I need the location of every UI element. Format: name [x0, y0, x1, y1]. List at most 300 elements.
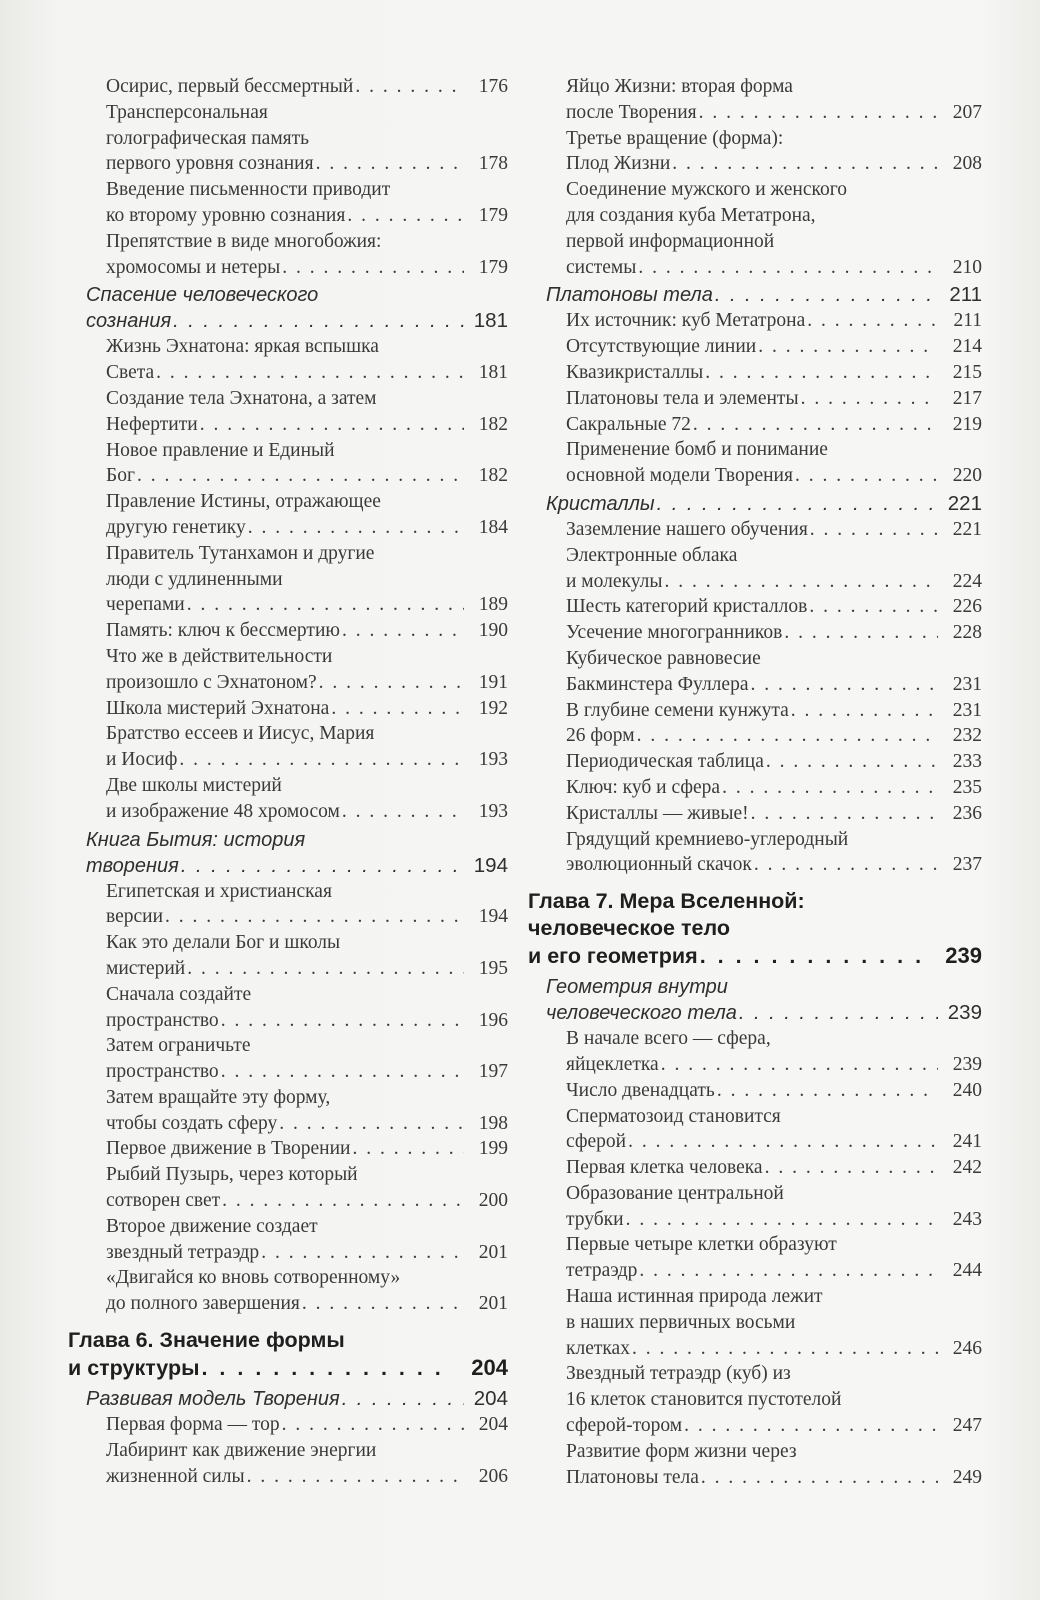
page-number: 206 — [478, 1465, 508, 1487]
dot-leader — [657, 491, 938, 517]
dot-leader — [187, 592, 464, 618]
toc-entry-title-line: хромосомы и нетеры — [106, 256, 281, 278]
toc-entry-last-line — [106, 1059, 508, 1085]
toc-entry-title-line: Ключ: куб и сфера — [566, 776, 721, 798]
toc-column-left — [68, 74, 508, 1489]
page-number: 194 — [478, 906, 508, 928]
toc-entry — [528, 543, 982, 595]
toc-entry-title-line: Создание тела Эхнатона, а затем — [106, 387, 377, 409]
toc-entry — [528, 801, 982, 827]
toc-entry-last-line — [106, 1291, 508, 1317]
toc-entry — [528, 1439, 982, 1491]
page-number: 182 — [478, 413, 508, 435]
dot-leader — [248, 515, 464, 541]
page-number: 199 — [478, 1138, 508, 1160]
page-number: 189 — [478, 594, 508, 616]
page-number: 178 — [478, 153, 508, 175]
page-number: 197 — [478, 1061, 508, 1083]
toc-entry — [528, 1026, 982, 1078]
toc-entry-title-line: Наша истинная природа лежит — [566, 1286, 823, 1308]
toc-entry-title-line: Света — [106, 362, 155, 384]
toc-entry-last-line — [106, 904, 508, 930]
toc-entry-title-line: пространство — [106, 1009, 219, 1031]
toc-entry — [68, 489, 508, 541]
page-number: 221 — [952, 518, 982, 540]
page-number: 226 — [952, 596, 982, 618]
page-number: 204 — [473, 1387, 508, 1411]
toc-entry — [68, 1136, 508, 1162]
dot-leader — [809, 594, 938, 620]
toc-entry-title-line: версии — [106, 906, 164, 928]
page-number: 219 — [952, 413, 982, 435]
page-number: 231 — [952, 699, 982, 721]
toc-entry-last-line — [68, 1354, 508, 1382]
toc-entry-last-line — [566, 569, 982, 595]
toc-entry — [68, 1033, 508, 1085]
toc-entry-title-line: Число двенадцать — [566, 1079, 715, 1101]
toc-entry-title-line: до полного завершения — [106, 1293, 300, 1315]
toc-entry — [68, 773, 508, 825]
toc-entry — [528, 749, 982, 775]
dot-leader — [751, 801, 938, 827]
page-number: 207 — [952, 101, 982, 123]
toc-entry — [528, 412, 982, 438]
dot-leader — [700, 943, 926, 970]
toc-entry — [68, 696, 508, 722]
toc-entry-title-line: Первая клетка человека — [566, 1157, 763, 1179]
toc-entry-last-line — [106, 255, 508, 281]
toc-entry-title-line: Бакминстера Фуллера — [566, 673, 749, 695]
toc-entry-title-line: Правитель Тутанхамон и другие — [106, 542, 375, 564]
toc-entry-title-line: Платоновы тела и элементы — [566, 387, 799, 409]
toc-entry — [528, 177, 982, 280]
toc-entry-title-line: Египетская и христианская — [106, 880, 332, 902]
toc-entry — [68, 930, 508, 982]
toc-entry-title-line: Жизнь Эхнатона: яркая вспышка — [106, 336, 379, 358]
toc-entry-last-line — [566, 1336, 982, 1362]
toc-entry-last-line — [86, 1386, 508, 1412]
section-heading — [68, 827, 508, 879]
toc-entry-last-line — [106, 360, 508, 386]
toc-entry — [68, 438, 508, 490]
dot-leader — [661, 1052, 938, 1078]
dot-leader — [201, 1355, 452, 1382]
dot-leader — [342, 618, 464, 644]
toc-entry — [528, 1078, 982, 1104]
dot-leader — [784, 620, 938, 646]
page-number: 179 — [478, 256, 508, 278]
page-number: 204 — [471, 1355, 508, 1381]
toc-entry-title-line: Грядущий кремниево-углеродный — [566, 828, 849, 850]
toc-entry-title-line: Квазикристаллы — [566, 361, 704, 383]
toc-entry-last-line — [106, 618, 508, 644]
toc-entry-title-line: Первая форма — тор — [106, 1414, 280, 1436]
toc-entry-title-line: для создания куба Метатрона, — [566, 204, 816, 226]
toc-entry-title-line: Звездный тетраэдр (куб) из — [566, 1363, 791, 1385]
dot-leader — [279, 1111, 464, 1137]
toc-entry — [528, 723, 982, 749]
toc-entry-title-line: и изображение 48 хромосом — [106, 800, 340, 822]
toc-entry-title-line: системы — [566, 256, 637, 278]
toc-entry-title-line: Братство ессеев и Иисус, Мария — [106, 723, 375, 745]
dot-leader — [187, 956, 464, 982]
toc-entry-title-line: мистерий — [106, 957, 186, 979]
toc-entry-last-line — [106, 956, 508, 982]
toc-entry — [68, 74, 508, 100]
toc-entry — [68, 334, 508, 386]
toc-entry — [68, 1265, 508, 1317]
page-number: 191 — [478, 671, 508, 693]
dot-leader — [355, 74, 464, 100]
page-number: 198 — [478, 1112, 508, 1134]
dot-leader — [181, 853, 464, 879]
dot-leader — [316, 151, 464, 177]
toc-column-right — [528, 74, 982, 1490]
toc-entry — [68, 879, 508, 931]
toc-entry-title-line: Их источник: куб Метатрона — [566, 310, 806, 332]
toc-entry-title-line: и его геометрия — [528, 944, 698, 969]
dot-leader — [221, 1059, 464, 1085]
toc-entry-last-line — [106, 515, 508, 541]
dot-leader — [221, 1008, 464, 1034]
toc-entry-last-line — [106, 1008, 508, 1034]
toc-entry-title-line: Бог — [106, 465, 135, 487]
toc-entry-last-line — [106, 1412, 508, 1438]
page-number: 204 — [478, 1414, 508, 1436]
toc-entry-title-line: Плод Жизни — [566, 153, 671, 175]
toc-entry-last-line — [566, 308, 982, 334]
page-number: 195 — [478, 957, 508, 979]
page-number: 247 — [952, 1415, 982, 1437]
toc-entry-last-line — [566, 749, 982, 775]
section-heading — [528, 974, 982, 1026]
page-number: 182 — [478, 465, 508, 487]
page-number: 233 — [952, 751, 982, 773]
toc-entry-title-line: Рыбий Пузырь, через который — [106, 1164, 358, 1186]
toc-entry — [528, 1232, 982, 1284]
toc-entry-last-line — [566, 1155, 982, 1181]
page-number: 179 — [478, 204, 508, 226]
toc-entry — [528, 620, 982, 646]
toc-entry-title-line: Затем ограничьте — [106, 1035, 251, 1057]
page-number: 232 — [952, 725, 982, 747]
toc-entry-title-line: Третье вращение (форма): — [566, 127, 784, 149]
page-number: 208 — [952, 153, 982, 175]
toc-entry-title-line: Память: ключ к бессмертию — [106, 620, 340, 642]
toc-entry — [528, 1155, 982, 1181]
toc-entry-last-line — [106, 1188, 508, 1214]
toc-entry-title-line: Яйцо Жизни: вторая форма — [566, 76, 793, 97]
toc-entry — [528, 1181, 982, 1233]
toc-entry-title-line: другую генетику — [106, 516, 246, 538]
toc-entry-title-line: Трансперсональная — [106, 101, 268, 123]
toc-entry — [528, 1104, 982, 1156]
page-number: 190 — [478, 620, 508, 642]
toc-entry — [528, 386, 982, 412]
dot-leader — [352, 1136, 464, 1162]
toc-entry-last-line — [566, 1129, 982, 1155]
dot-leader — [282, 1412, 464, 1438]
toc-entry-title-line: сферой-тором — [566, 1415, 683, 1437]
toc-entry-last-line — [106, 203, 508, 229]
page-number: 236 — [952, 802, 982, 824]
toc-entry-title-line: Платоновы тела — [546, 284, 713, 307]
toc-entry — [528, 698, 982, 724]
toc-entry-last-line — [566, 386, 982, 412]
toc-entry-title-line: и Иосиф — [106, 749, 178, 771]
toc-entry-title-line: творения — [86, 854, 179, 877]
page-number: 196 — [478, 1009, 508, 1031]
dot-leader — [693, 412, 938, 438]
toc-entry-title-line: Платоновы тела — [566, 1466, 699, 1488]
toc-entry-title-line: яйцеклетка — [566, 1053, 659, 1075]
toc-entry-last-line — [566, 672, 982, 698]
dot-leader — [754, 852, 938, 878]
toc-entry-last-line — [566, 1052, 982, 1078]
toc-entry-last-line — [86, 853, 508, 879]
section-heading — [68, 282, 508, 334]
toc-entry-title-line: сотворен свет — [106, 1190, 221, 1212]
toc-entry-title-line: Применение бомб и понимание — [566, 439, 828, 461]
page-number: 220 — [952, 465, 982, 487]
toc-entry-title-line: Глава 7. Мера Вселенной: — [528, 889, 805, 914]
dot-leader — [200, 412, 464, 438]
toc-entry-title-line: Развивая модель Творения — [86, 1388, 340, 1411]
toc-entry — [68, 721, 508, 773]
toc-entry-title-line: человеческое тело — [528, 916, 730, 941]
toc-entry-title-line: тетраэдр — [566, 1260, 638, 1282]
toc-entry — [528, 594, 982, 620]
toc-entry-title-line: звездный тетраэдр — [106, 1241, 260, 1263]
toc-entry-last-line — [546, 282, 982, 308]
toc-entry-title-line: 26 форм — [566, 725, 635, 747]
toc-entry-title-line: после Творения — [566, 101, 697, 123]
dot-leader — [758, 334, 938, 360]
chapter-heading — [528, 888, 982, 970]
dot-leader — [807, 308, 938, 334]
toc-entry-title-line: В глубине семени кунжута — [566, 699, 789, 721]
dot-leader — [810, 517, 938, 543]
dot-leader — [222, 1188, 464, 1214]
toc-entry-last-line — [106, 670, 508, 696]
toc-entry-title-line: Второе движение создает — [106, 1215, 318, 1237]
page-number: 181 — [478, 362, 508, 384]
toc-entry — [68, 1412, 508, 1438]
dot-leader — [638, 255, 938, 281]
toc-entry-title-line: Периодическая таблица — [566, 751, 764, 773]
toc-entry-title-line: Как это делали Бог и школы — [106, 932, 341, 954]
toc-entry — [68, 1085, 508, 1137]
page-number: 231 — [952, 673, 982, 695]
toc-entry-title-line: в наших первичных восьми — [566, 1311, 796, 1333]
toc-entry-title-line: Спасение человеческого — [86, 284, 319, 307]
dot-leader — [637, 723, 938, 749]
toc-entry-last-line — [106, 747, 508, 773]
toc-entry-title-line: Усечение многогранников — [566, 622, 783, 644]
dot-leader — [699, 100, 938, 126]
toc-entry — [528, 437, 982, 489]
toc-entry — [68, 1162, 508, 1214]
toc-entry-title-line: Электронные облака — [566, 544, 738, 566]
dot-leader — [342, 799, 464, 825]
page-number: 249 — [952, 1466, 982, 1488]
page-number: 210 — [952, 256, 982, 278]
page-number: 239 — [952, 1053, 982, 1075]
dot-leader — [795, 463, 938, 489]
toc-entry-last-line — [566, 723, 982, 749]
page-number: 193 — [478, 749, 508, 771]
dot-leader — [626, 1207, 938, 1233]
page-number: 242 — [952, 1157, 982, 1179]
toc-entry-last-line — [566, 517, 982, 543]
page-number: 235 — [952, 776, 982, 798]
toc-entry-last-line — [106, 74, 508, 100]
toc-entry-title-line: чтобы создать сферу — [106, 1112, 278, 1134]
dot-leader — [319, 670, 464, 696]
dot-leader — [766, 749, 938, 775]
page-number: 241 — [952, 1131, 982, 1153]
toc-entry-last-line — [566, 1258, 982, 1284]
toc-entry-title-line: Шесть категорий кристаллов — [566, 596, 808, 618]
dot-leader — [684, 1413, 938, 1439]
toc-entry-last-line — [106, 799, 508, 825]
toc-entry-last-line — [566, 1078, 982, 1104]
page-number: 237 — [952, 854, 982, 876]
toc-entry-title-line: 16 клеток становится пустотелой — [566, 1389, 842, 1411]
toc-entry — [68, 618, 508, 644]
page-number: 211 — [953, 310, 982, 332]
toc-entry-last-line — [566, 412, 982, 438]
toc-entry-last-line — [566, 151, 982, 177]
dot-leader — [342, 1386, 464, 1412]
toc-entry-last-line — [566, 360, 982, 386]
toc-entry-title-line: Первые четыре клетки образуют — [566, 1234, 837, 1256]
toc-entry-title-line: Препятствие в виде многобожия: — [106, 230, 382, 252]
dot-leader — [632, 1336, 938, 1362]
toc-entry-title-line: эволюционный скачок — [566, 854, 752, 876]
dot-leader — [701, 1465, 938, 1491]
toc-entry-last-line — [566, 594, 982, 620]
toc-entry-title-line: основной модели Творения — [566, 465, 793, 487]
page-number: 184 — [478, 516, 508, 538]
toc-entry-title-line: Что же в действительности — [106, 645, 333, 667]
dot-leader — [331, 696, 464, 722]
toc-entry-last-line — [566, 620, 982, 646]
toc-entry — [528, 775, 982, 801]
toc-entry-last-line — [106, 463, 508, 489]
toc-entry-title-line: Отсутствующие линии — [566, 336, 757, 358]
page-number: 239 — [945, 943, 982, 969]
toc-entry-title-line: Введение письменности приводит — [106, 179, 391, 201]
toc-entry-title-line: Осирис, первый бессмертный — [106, 76, 354, 97]
dot-leader — [173, 308, 464, 334]
toc-entry-last-line — [106, 151, 508, 177]
toc-entry-title-line: черепами — [106, 594, 185, 616]
toc-entry-title-line: сферой — [566, 1131, 627, 1153]
toc-entry-title-line: Сначала создайте — [106, 983, 252, 1005]
toc-entry-last-line — [106, 1111, 508, 1137]
toc-entry-title-line: голографическая память — [106, 127, 310, 149]
toc-entry-title-line: Геометрия внутри — [546, 976, 728, 999]
toc-entry-title-line: Новое правление и Единый — [106, 439, 335, 461]
toc-entry-title-line: Глава 6. Значение формы — [68, 1328, 345, 1353]
toc-entry-last-line — [566, 463, 982, 489]
toc-entry-last-line — [106, 1464, 508, 1490]
toc-entry-last-line — [566, 334, 982, 360]
toc-entry — [68, 644, 508, 696]
toc-entry-title-line: первого уровня сознания — [106, 153, 314, 175]
page-number: 243 — [952, 1208, 982, 1230]
dot-leader — [156, 360, 464, 386]
toc-entry-title-line: Правление Истины, отражающее — [106, 491, 381, 513]
dot-leader — [302, 1291, 464, 1317]
toc-entry — [68, 100, 508, 177]
dot-leader — [664, 569, 938, 595]
toc-entry-title-line: Затем вращайте эту форму, — [106, 1086, 331, 1108]
toc-entry-title-line: люди с удлиненными — [106, 568, 283, 590]
toc-entry-title-line: человеческого тела — [546, 1002, 737, 1025]
toc-entry-last-line — [566, 698, 982, 724]
dot-leader — [765, 1155, 938, 1181]
toc-entry-last-line — [566, 255, 982, 281]
toc-entry — [528, 646, 982, 698]
toc-entry-title-line: Заземление нашего обучения — [566, 518, 808, 540]
toc-entry-last-line — [106, 1240, 508, 1266]
toc-entry-last-line — [546, 491, 982, 517]
toc-entry-title-line: В начале всего — сфера, — [566, 1028, 771, 1050]
page-number: 176 — [478, 76, 508, 97]
toc-entry — [68, 177, 508, 229]
toc-entry — [68, 1438, 508, 1490]
toc-entry-title-line: Лабиринт как движение энергии — [106, 1439, 377, 1461]
page-number: 215 — [952, 361, 982, 383]
dot-leader — [347, 203, 464, 229]
chapter-heading — [68, 1327, 508, 1382]
toc-entry-title-line: «Двигайся ко вновь сотворенному» — [106, 1267, 401, 1289]
page-number: 192 — [478, 697, 508, 719]
dot-leader — [715, 282, 938, 308]
dot-leader — [137, 463, 464, 489]
page-number: 221 — [947, 491, 982, 515]
toc-entry — [528, 517, 982, 543]
toc-entry-title-line: Кристаллы — [546, 492, 655, 515]
toc-entry-title-line: Кубическое равновесие — [566, 647, 761, 669]
toc-entry — [528, 1284, 982, 1361]
toc-entry — [68, 1214, 508, 1266]
toc-entry — [528, 74, 982, 126]
page-number: 193 — [478, 800, 508, 822]
toc-entry-title-line: трубки — [566, 1208, 624, 1230]
toc-entry-last-line — [106, 412, 508, 438]
dot-leader — [282, 255, 464, 281]
toc-entry-last-line — [106, 592, 508, 618]
section-heading — [528, 491, 982, 517]
page-number: 217 — [952, 387, 982, 409]
toc-entry-last-line — [566, 775, 982, 801]
toc-entry-title-line: Сакральные 72 — [566, 413, 691, 435]
page-number: 194 — [473, 853, 508, 877]
toc-entry-title-line: Нефертити — [106, 413, 198, 435]
toc-entry — [528, 334, 982, 360]
toc-entry-last-line — [566, 1413, 982, 1439]
toc-entry-title-line: Образование центральной — [566, 1182, 784, 1204]
dot-leader — [801, 386, 938, 412]
toc-entry-last-line — [528, 942, 982, 970]
dot-leader — [639, 1258, 938, 1284]
dot-leader — [750, 672, 938, 698]
toc-entry — [528, 126, 982, 178]
toc-entry-last-line — [566, 1465, 982, 1491]
